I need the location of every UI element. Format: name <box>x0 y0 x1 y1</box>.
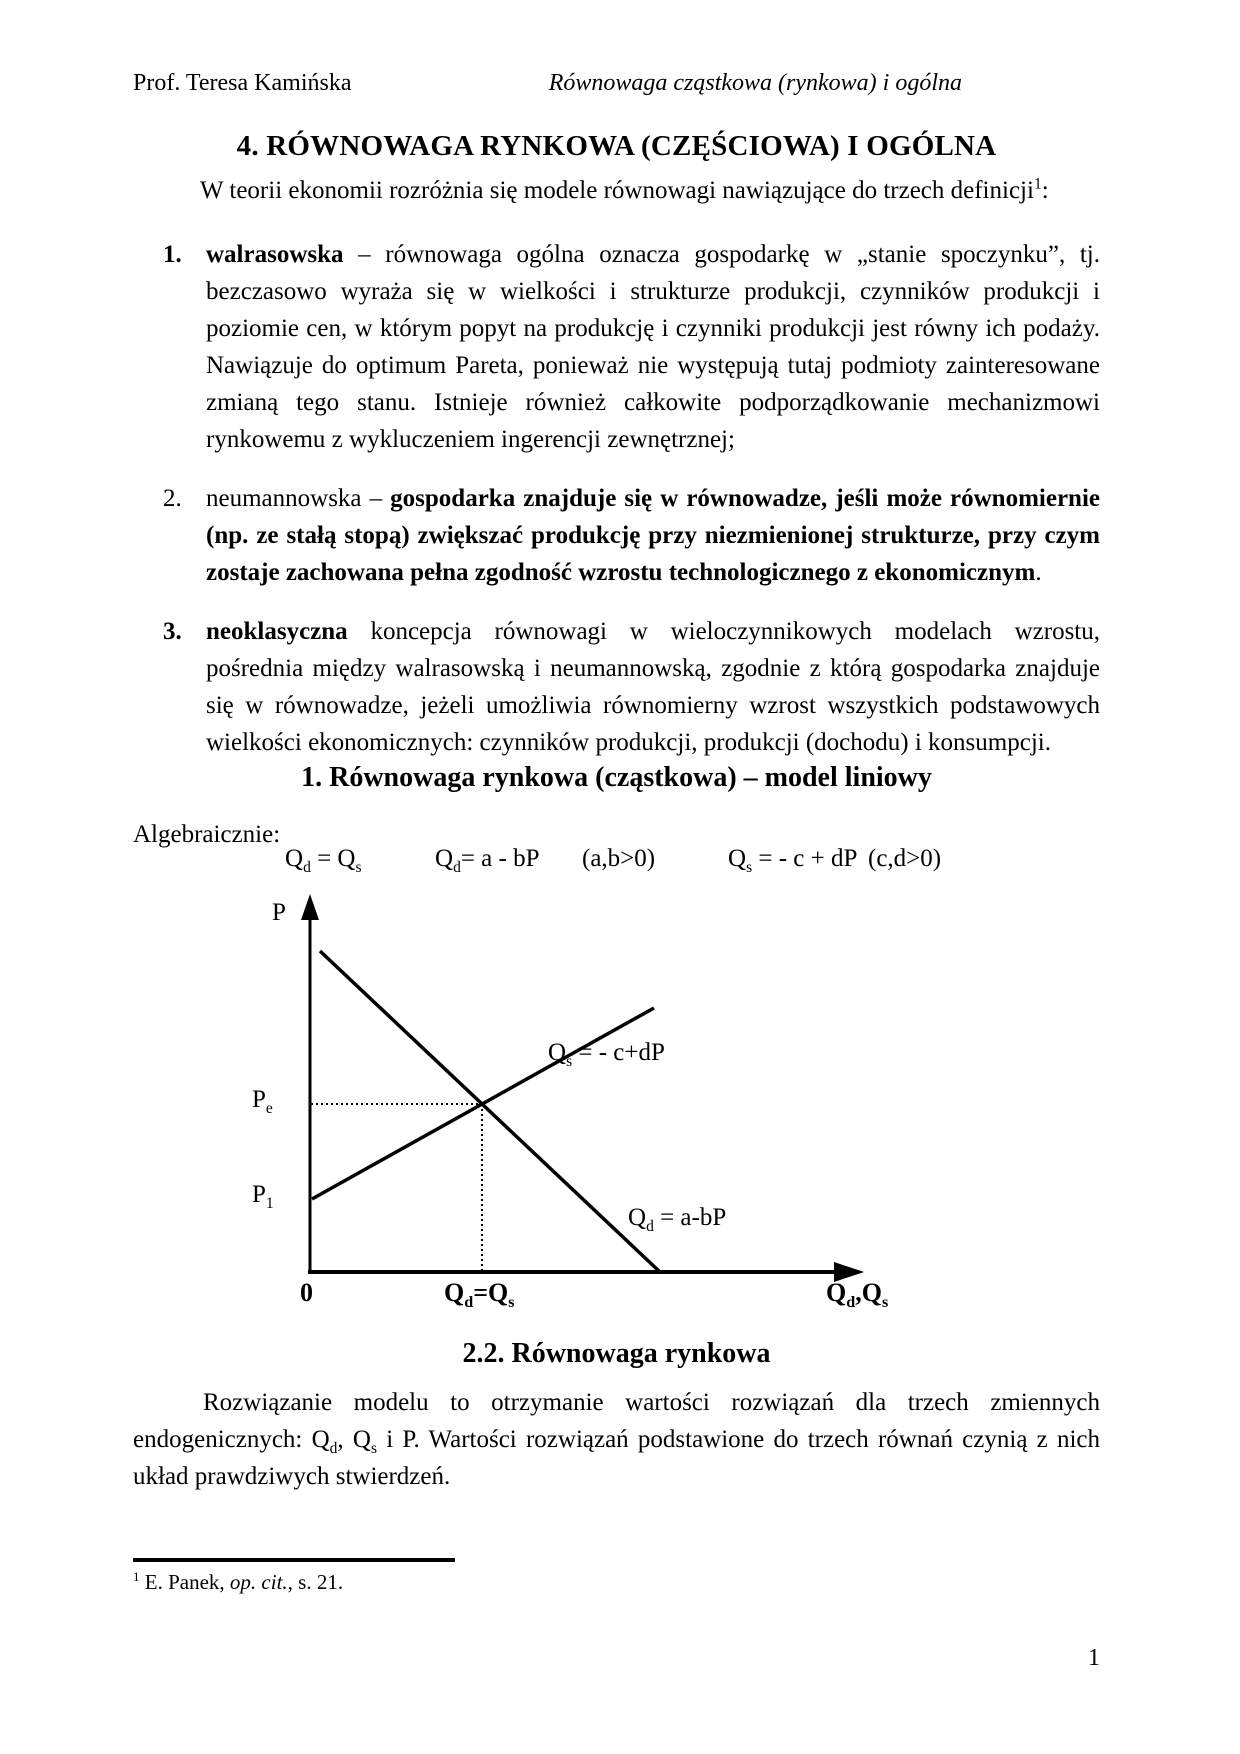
item-text <box>206 480 1100 591</box>
footnote-citation: op. cit. <box>229 1570 288 1594</box>
item-text <box>206 613 1100 761</box>
supply-intercept-price-label: $P_1$ <box>252 1181 274 1212</box>
definition-body: – równowaga ogólna oznacza gospodarkę w „stanie spoczynku”, tj. bezczasowo wyraża się w wielkości i strukturze produkcji, czynników produkcji i poziomie cen, w którym popyt na produkcję i czynniki produkcji jest równy ich podaży. Nawiązuje do optimum Pareta, ponieważ nie występują tutaj podmioty zainteresowane zmianą tego stanu. Istnieje również całkowite podporządkowanie mechanizmowi rynkowemu z wykluczeniem ingerencji zewnętrznej; <box>206 241 1100 453</box>
footnote-separator-rule <box>133 1558 455 1562</box>
graph-canvas <box>230 893 950 1325</box>
condition-demand: (a,b>0) <box>582 845 656 872</box>
section-heading-market-equilibrium: 2.2. Równowaga rynkowa <box>462 1338 771 1369</box>
intro-tail: : <box>1041 177 1049 204</box>
origin-label: 0 <box>300 1278 313 1307</box>
demand-curve-label: $Q_d = a-bP$ <box>628 1204 727 1235</box>
x-axis-title: $Q_d,Q_s$ <box>826 1278 889 1312</box>
header-author: Prof. Teresa Kamińska <box>133 70 352 96</box>
footnote-text: $^1$ E. Panek, op. cit., s. 21. <box>133 1569 344 1594</box>
footnote-marker: 1 <box>133 1569 140 1584</box>
page-number: 1 <box>1088 1645 1100 1671</box>
main-title: 4. RÓWNOWAGA RYNKOWA (CZĘŚCIOWA) I OGÓLNA <box>236 130 997 162</box>
footnote-section <box>133 1558 1100 1595</box>
term-neumannowska: neumannowska – <box>206 485 391 512</box>
term-walrasowska: walrasowska <box>206 241 344 268</box>
page-header <box>133 70 1100 97</box>
solution-text: Rozwiązanie modelu to otrzymanie wartości rozwiązań dla trzech zmiennych endogenicznych: Q <box>133 1389 1100 1453</box>
supply-curve-label: $Q_s$ = - c+dP <box>548 1039 665 1070</box>
y-axis-title: P <box>272 899 286 926</box>
equation-supply: $Q_s$ = - c + dP <box>728 845 858 876</box>
condition-supply: (c,d>0) <box>868 845 942 872</box>
definition-body: koncepcja równowagi w wieloczynnikowych modelach wzrostu, pośrednia między walrasowską i neumannowską, zgodnie z którą gospodarka znajduje się w równowadze, jeżeli umożliwia równomierny wzrost wszystkich podstawowych wielkości ekonomicznych: czynników produkcji, produkcji (dochodu) i konsumpcji. <box>206 618 1100 756</box>
equilibrium-price-label: $P_e$ <box>252 1086 273 1117</box>
item-number: 3. <box>163 618 182 645</box>
item-number: 2. <box>163 485 182 512</box>
item-text <box>206 236 1100 458</box>
definition-body-bold: gospodarka znajduje się w równowadze, jeśli może równomiernie (np. ze stałą stopą) zwiększać produkcję przy niezmienionej strukturze, przy czym zostaje zachowana pełna zgodność wzrostu technologicznego z ekonomicznym <box>206 485 1100 586</box>
item-number: 1. <box>163 241 182 268</box>
equation-equilibrium: $Q_d = Q_s$ <box>285 845 362 876</box>
demand-curve <box>320 951 660 1272</box>
footnote-reference: 1 <box>1033 175 1042 193</box>
header-course-title: Równowaga cząstkowa (rynkowa) i ogólna <box>548 70 962 96</box>
section-heading-linear-model: 1. Równowaga rynkowa (cząstkowa) – model liniowy <box>301 762 932 793</box>
definition-item-neumannowska <box>133 480 1100 591</box>
equation-demand: $Q_d= a$ - bP <box>435 845 540 876</box>
solution-paragraph: Rozwiązanie modelu to otrzymanie wartości rozwiązań dla trzech zmiennych endogenicznych: $Q_d$, $Q_s$ i P. Wartości rozwiązań podstawione do trzech równań czynią z nich układ prawdziwych stwierdzeń. <box>133 1389 1100 1490</box>
intro-text: W teorii ekonomii rozróżnia się modele równowagi nawiązujące do trzech definicji <box>200 177 1034 204</box>
definition-item-neoklasyczna <box>133 613 1100 761</box>
supply-demand-graph <box>230 893 950 1325</box>
definition-item-walrasowska <box>133 236 1100 458</box>
equilibrium-quantity-label: $Q_d=Q_s$ <box>444 1278 515 1312</box>
equations-row <box>133 845 1100 887</box>
definition-tail: . <box>1035 559 1042 586</box>
term-neoklasyczna: neoklasyczna <box>206 618 348 645</box>
intro-paragraph <box>133 172 1100 209</box>
algebra-label: Algebraicznie: <box>133 821 281 848</box>
definitions-list <box>133 236 1100 783</box>
y-axis-arrowhead <box>301 894 319 920</box>
